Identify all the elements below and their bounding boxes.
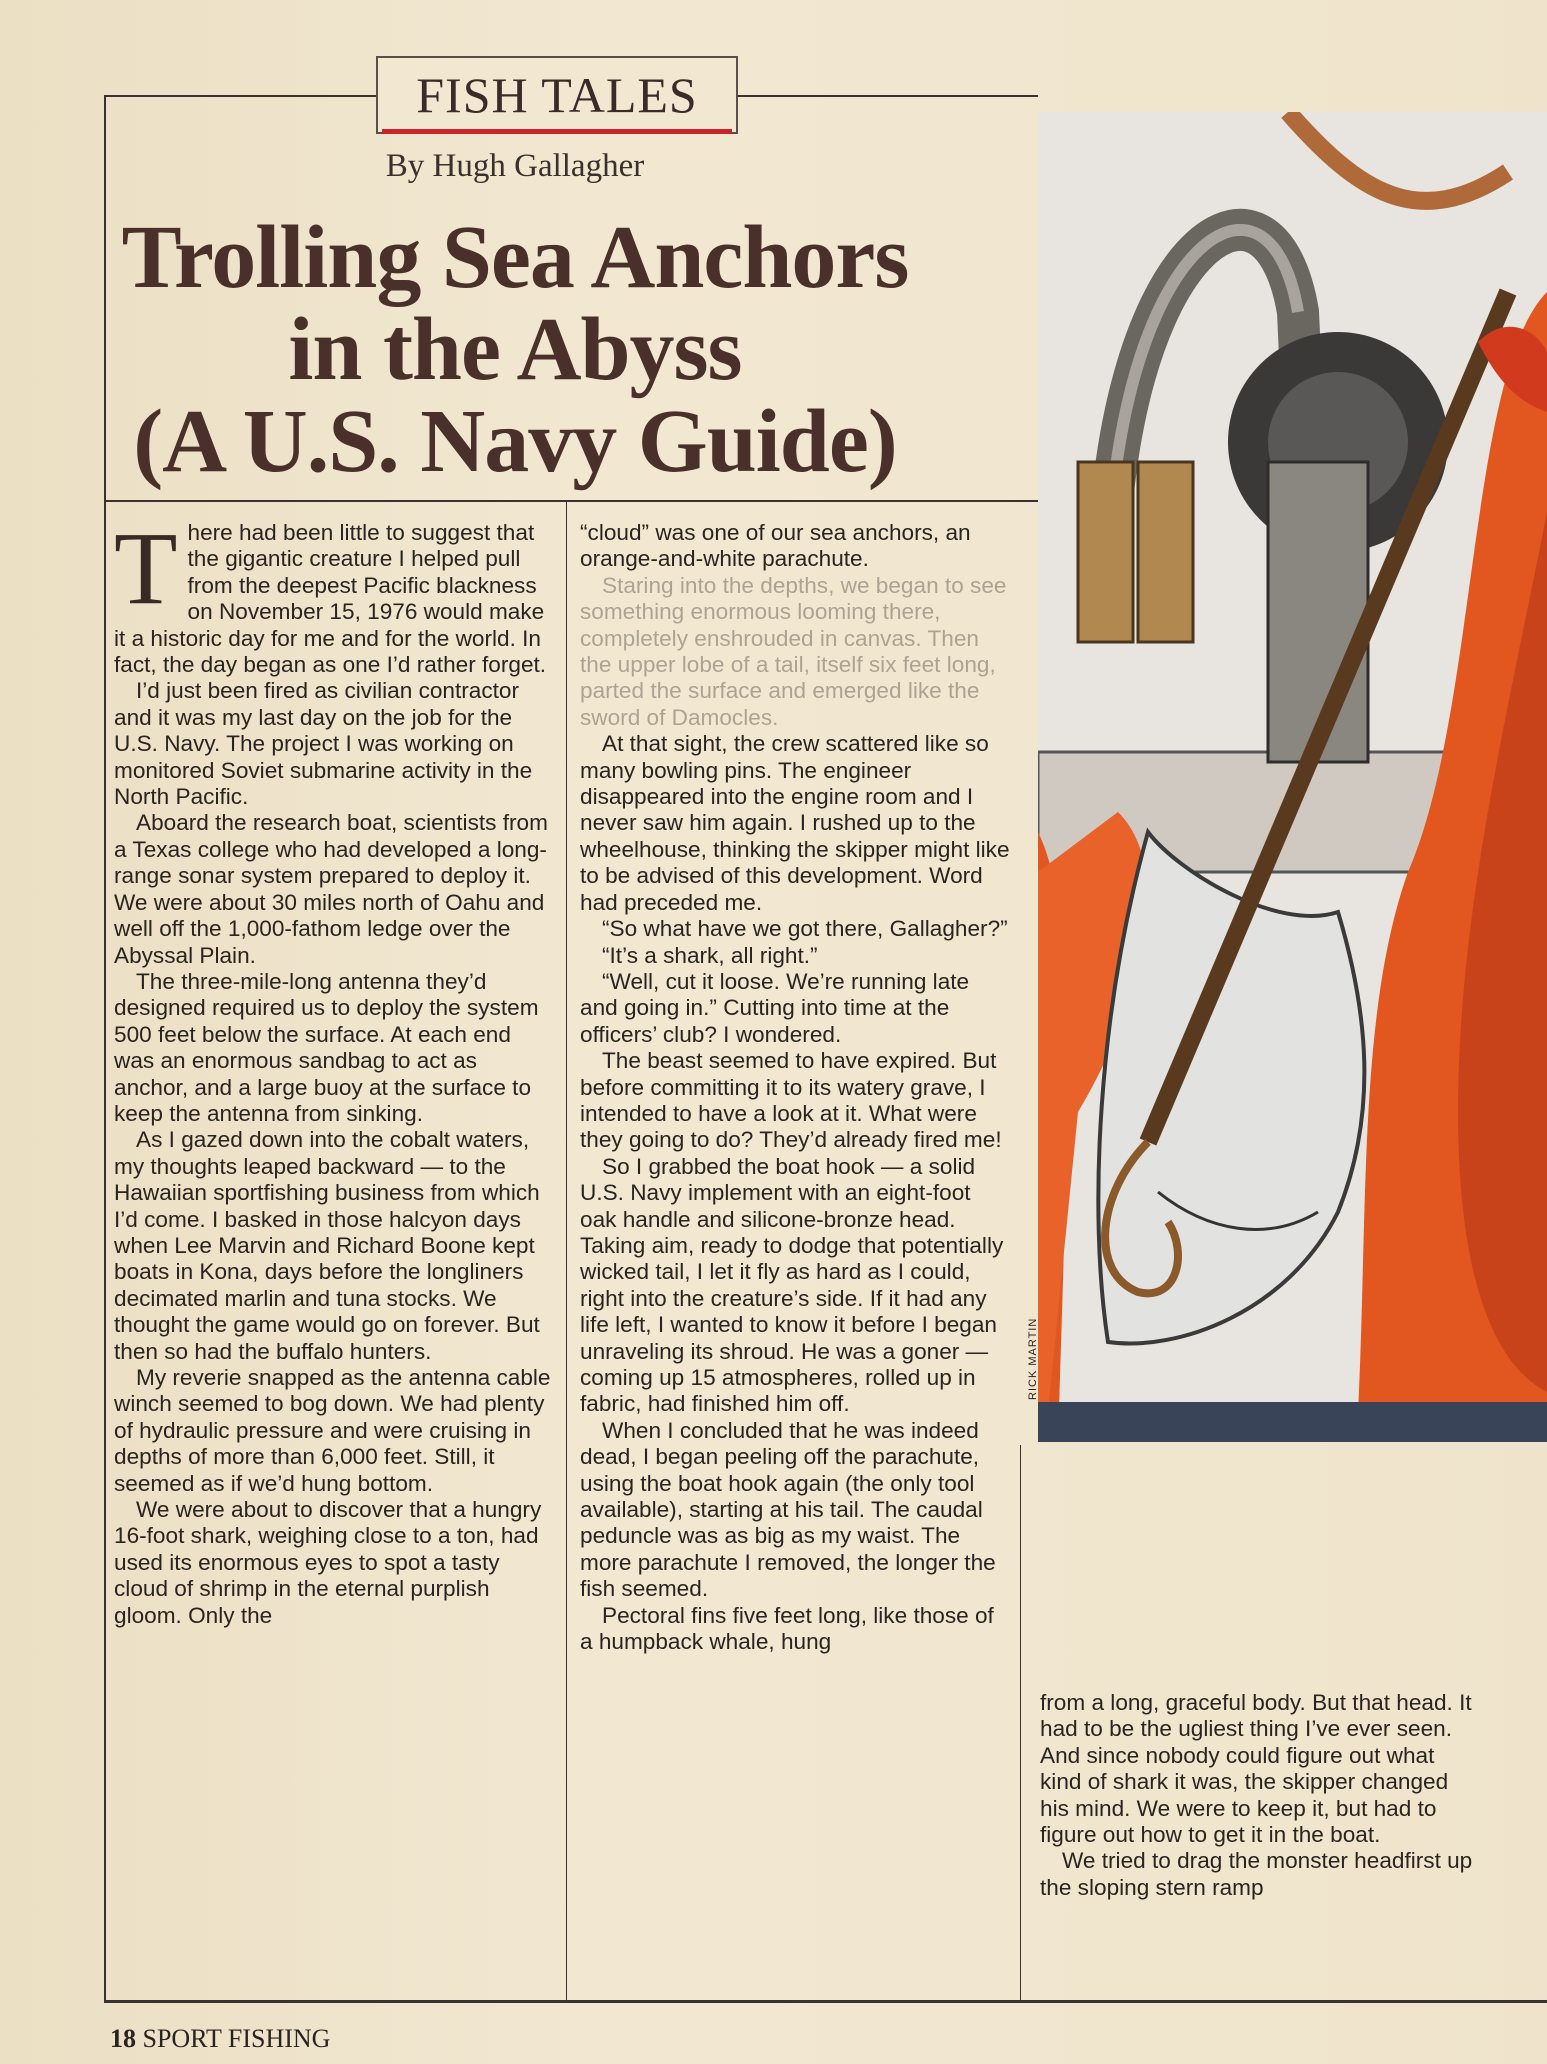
- frame-top-left-rule: [104, 95, 376, 97]
- paragraph: Aboard the research boat, scientists from a Texas college who had developed a long-range sonar system prepared to deploy it. We were about 30 miles north of Oahu and well off the 1,000-fathom ledge over the Abyssal Plain.: [114, 810, 548, 968]
- paragraph: from a long, graceful body. But that head. It had to be the ugliest thing I’ve ever seen. And since nobody could figure out what kind of shark it was, the skipper changed his mind. We were to keep it, but had to figure out how to get it in the boat.: [1040, 1690, 1472, 1848]
- paragraph: We were about to discover that a hungry 16-foot shark, weighing close to a ton, had used its enormous eyes to spot a tasty cloud of shrimp in the eternal purplish gloom. Only the: [114, 1497, 542, 1628]
- illustration-art: [1038, 112, 1547, 1442]
- page-number: 18: [110, 2024, 136, 2053]
- headline-line-2: in the Abyss: [288, 300, 742, 399]
- paragraph: At that sight, the crew scattered like so many bowling pins. The engineer disappeared into the engine room and I never saw him again. I rushed up to the wheelhouse, thinking the skipper might like to be advised of this development. Word had preceded me.: [580, 731, 1010, 915]
- paragraph: “So what have we got there, Gallagher?”: [602, 916, 1008, 942]
- column-divider-2: [1020, 1445, 1021, 2000]
- magazine-name: SPORT FISHING: [142, 2024, 331, 2053]
- shark-illustration: [1038, 112, 1547, 1442]
- headline: [120, 208, 910, 491]
- paragraph-faded: Staring into the depths, we began to see something enormous looming there, completely enshrouded in canvas. Then the upper lobe of a tail, itself six feet long, parted the surface and emerged like the sword of Damocles.: [580, 572, 1007, 730]
- paragraph: “Well, cut it loose. We’re running late and going in.” Cutting into time at the officers’ club? I wondered.: [580, 968, 970, 1047]
- paragraph: We tried to drag the monster headfirst up the sloping stern ramp: [1040, 1848, 1473, 1900]
- byline: By Hugh Gallagher: [385, 148, 645, 184]
- section-kicker: FISH TALES: [416, 67, 698, 123]
- article-column-1: [114, 511, 554, 1629]
- headline-line-1: Trolling Sea Anchors: [121, 208, 909, 307]
- paragraph: here had been little to suggest that the gigantic creature I helped pull from the deepest Pacific blackness on November 15, 1976 would make it a historic day for me and for the world. In fact, the day began as one I’d rather forget.: [114, 520, 547, 678]
- illustration-credit: RICK MARTIN: [1027, 1317, 1039, 1400]
- paragraph: My reverie snapped as the antenna cable winch seemed to bog down. We had plenty of hydraulic pressure and were cruising in depths of more than 6,000 feet. Still, it seemed as if we’d hung bottom.: [114, 1365, 551, 1496]
- paragraph: When I concluded that he was indeed dead, I began peeling off the parachute, using the boat hook again (the only tool available), starting at his tail. The caudal peduncle was as big as my waist. The more parachute I removed, the longer the fish seemed.: [580, 1417, 996, 1602]
- paragraph: “cloud” was one of our sea anchors, an orange-and-white parachute.: [580, 520, 971, 572]
- column-divider-1: [566, 500, 567, 2000]
- article-column-3: [1040, 1690, 1480, 1901]
- paragraph: So I grabbed the boat hook — a solid U.S. Navy implement with an eight-foot oak handle and silicone-bronze head. Taking aim, ready to dodge that potentially wicked tail, I let it fly as hard as I could, right into the creature’s side. If it had any life left, I wanted to know it before I began unraveling its shroud. He was a goner — coming up 15 atmospheres, rolled up in fabric, had finished him off.: [580, 1153, 1004, 1417]
- paragraph: I’d just been fired as civilian contractor and it was my last day on the job for the U.S. Navy. The project I was working on monitored Soviet submarine activity in the North Pacific.: [114, 678, 533, 810]
- paragraph: “It’s a shark, all right.”: [602, 942, 818, 968]
- paragraph: Pectoral fins five feet long, like those of a humpback whale, hung: [580, 1602, 994, 1655]
- headline-bottom-rule: [104, 500, 1038, 502]
- paragraph: As I gazed down into the cobalt waters, my thoughts leaped backward — to the Hawaiian sportfishing business from which I’d come. I basked in those halcyon days when Lee Marvin and Richard Boone kept boats in Kona, days before the longliners decimated marlin and tuna stocks. We thought the game would go on forever. But then so had the buffalo hunters.: [114, 1127, 540, 1364]
- section-kicker-box: [376, 56, 738, 134]
- footer-rule: [104, 2000, 1547, 2003]
- headline-line-3: (A U.S. Navy Guide): [133, 392, 897, 491]
- frame-left-rule: [104, 95, 106, 2000]
- drop-cap: T: [114, 511, 178, 626]
- article-column-2: [580, 520, 1010, 1655]
- paragraph: The three-mile-long antenna they’d designed required us to deploy the system 500 feet below the surface. At each end was an enormous sandbag to act as anchor, and a large buoy at the surface to keep the antenna from sinking.: [114, 968, 539, 1126]
- folio: [110, 2024, 330, 2054]
- paragraph: The beast seemed to have expired. But before committing it to its watery grave, I intended to have a look at it. What were they going to do? They’d already fired me!: [580, 1048, 1002, 1153]
- frame-top-right-rule: [738, 95, 1038, 97]
